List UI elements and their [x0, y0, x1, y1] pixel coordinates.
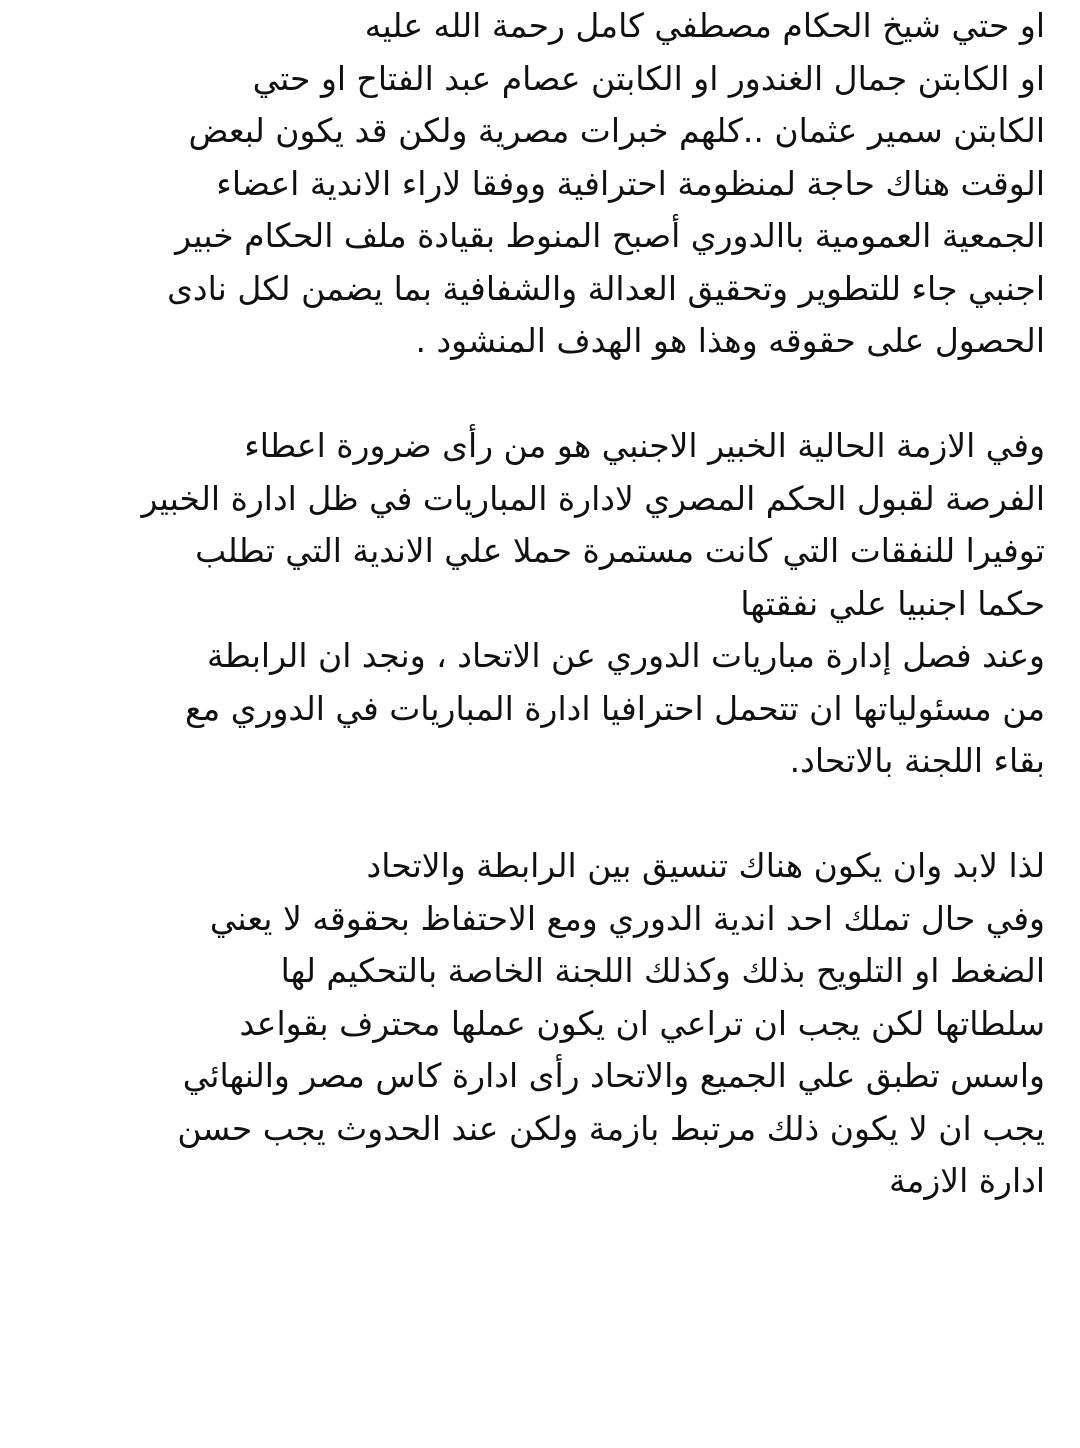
paragraph-1 — [0, 0, 1045, 368]
paragraph-spacer — [0, 788, 1045, 841]
text-line: من مسئولياتها ان تتحمل احترافيا ادارة المباريات في الدوري مع — [184, 688, 1045, 728]
text-line: الضغط او التلويح بذلك وكذلك اللجنة الخاصة بالتحكيم لها — [280, 951, 1045, 990]
text-line: وفي حال تملك احد اندية الدوري ومع الاحتفاظ بحقوقه لا يعني — [209, 898, 1045, 938]
text-line: الفرصة لقبول الحكم المصري لادارة المباريات في ظل ادارة الخبير — [141, 478, 1045, 518]
text-line: وعند فصل إدارة مباريات الدوري عن الاتحاد ، ونجد ان الرابطة — [206, 636, 1045, 675]
text-line: الوقت هناك حاجة لمنظومة احترافية ووفقا لاراء الاندية اعضاء — [216, 163, 1045, 203]
text-line: وفي الازمة الحالية الخبير الاجنبي هو من رأى ضرورة اعطاء — [244, 426, 1045, 465]
text-line: او الكابتن جمال الغندور او الكابتن عصام عبد الفتاح او حتي — [252, 58, 1045, 98]
text-line: الكابتن سمير عثمان ..كلهم خبرات مصرية ولكن قد يكون لبعض — [188, 111, 1045, 150]
text-line: لذا لابد وان يكون هناك تنسيق بين الرابطة والاتحاد — [366, 846, 1045, 885]
text-line: حكما اجنبيا علي نفقتها — [740, 583, 1045, 623]
paragraph-spacer — [0, 368, 1045, 421]
paragraph-3 — [0, 840, 1045, 1208]
text-line: الجمعية العمومية باالدوري أصبح المنوط بقيادة ملف الحكام خبير — [175, 216, 1045, 255]
text-line: بقاء اللجنة بالاتحاد. — [789, 741, 1045, 780]
text-line: اجنبي جاء للتطوير وتحقيق العدالة والشفافية بما يضمن لكل نادى — [167, 268, 1045, 308]
text-line: واسس تطبق علي الجميع والاتحاد رأى ادارة كاس مصر والنهائي — [182, 1056, 1045, 1095]
text-line: يجب ان لا يكون ذلك مرتبط بازمة ولكن عند الحدوث يجب حسن — [177, 1108, 1045, 1148]
paragraph-2 — [0, 420, 1045, 788]
text-line: او حتي شيخ الحكام مصطفي كامل رحمة الله عليه — [364, 6, 1045, 45]
text-line: الحصول على حقوقه وهذا هو الهدف المنشود . — [415, 321, 1045, 360]
text-line: ادارة الازمة — [888, 1161, 1045, 1200]
text-line: سلطاتها لكن يجب ان تراعي ان يكون عملها محترف بقواعد — [239, 1003, 1045, 1043]
text-line: توفيرا للنفقات التي كانت مستمرة حملا علي الاندية التي تطلب — [195, 531, 1045, 570]
